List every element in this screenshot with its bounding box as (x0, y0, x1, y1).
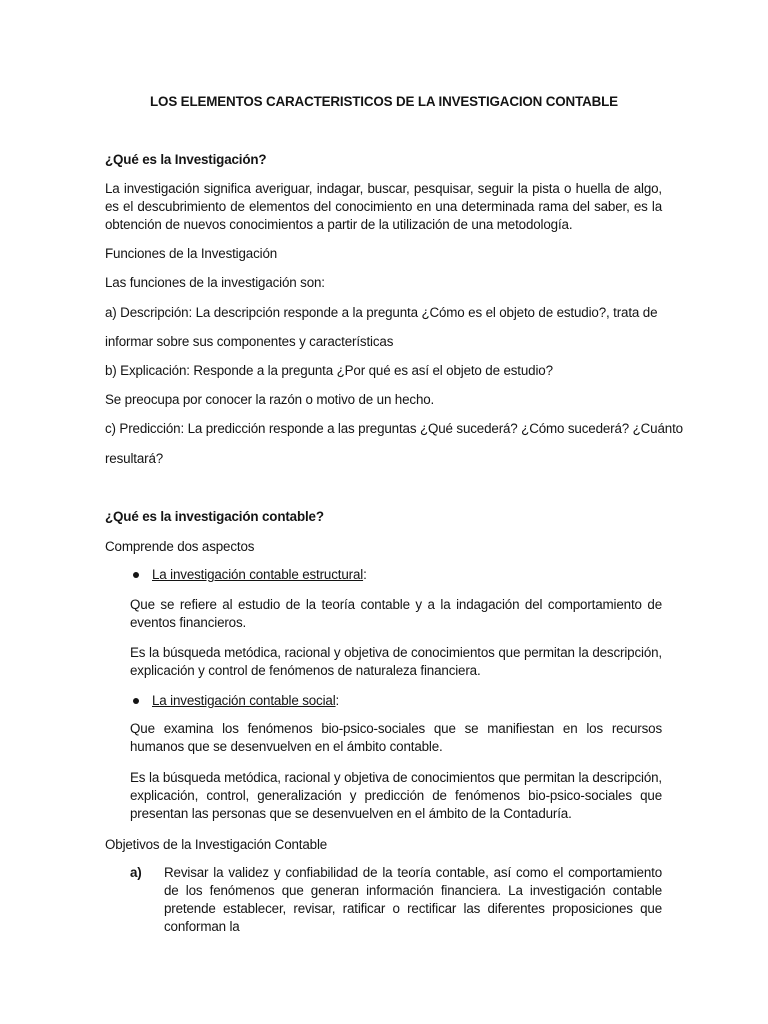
funcion-b-line2: Se preocupa por conocer la razón o motivo de un hecho. (105, 392, 435, 407)
objetivo-a-marker: a) (130, 865, 142, 880)
objetivo-a-text: Revisar la validez y confiabilidad de la teoría contable, así como el comportamiento de los fenómenos que generan información financiera. La investigación contable pretende establecer, revisar, ratificar o rectificar las diferentes proposiciones que conforman la (164, 865, 662, 934)
aspecto-social-title: La investigación contable social (152, 693, 336, 708)
estructural-paragraph-2: Es la búsqueda metódica, racional y objetiva de conocimientos que permitan la descripción, explicación y control de fenómenos de naturaleza financiera. (130, 645, 662, 678)
bullet-icon (133, 572, 139, 578)
heading-objetivos: Objetivos de la Investigación Contable (105, 837, 328, 852)
document-title: LOS ELEMENTOS CARACTERISTICOS DE LA INVESTIGACION CONTABLE (150, 94, 618, 109)
aspecto-social-label (152, 692, 339, 710)
funcion-a-line1: a) Descripción: La descripción responde a la pregunta ¿Cómo es el objeto de estudio?, trata de (105, 305, 658, 320)
aspecto-estructural-title: La investigación contable estructural (152, 567, 364, 582)
aspecto-social-colon: : (335, 693, 340, 708)
funcion-c-line1: c) Predicción: La predicción responde a las preguntas ¿Qué sucederá? ¿Cómo sucederá? ¿Cuánto (105, 421, 683, 436)
funciones-intro: Las funciones de la investigación son: (105, 275, 325, 290)
bullet-icon (133, 698, 139, 704)
funcion-a-line2: informar sobre sus componentes y características (105, 334, 394, 349)
comprende-aspectos: Comprende dos aspectos (105, 539, 255, 554)
definition-paragraph: La investigación significa averiguar, indagar, buscar, pesquisar, seguir la pista o huella de algo, es el descubrimiento de elementos del conocimiento en una determinada rama del saber, es la obtención de nuevos conocimientos a partir de la utilización de una metodología. (105, 181, 662, 232)
funcion-c-line2: resultará? (105, 451, 164, 466)
aspecto-estructural-label (152, 566, 367, 584)
social-paragraph-1: Que examina los fenómenos bio-psico-sociales que se manifiestan en los recursos humanos que se desenvuelven en el ámbito contable. (130, 721, 662, 754)
funcion-b-line1: b) Explicación: Responde a la pregunta ¿Por qué es así el objeto de estudio? (105, 363, 553, 378)
heading-investigacion-contable: ¿Qué es la investigación contable? (105, 509, 324, 524)
heading-que-es-investigacion: ¿Qué es la Investigación? (105, 152, 267, 167)
estructural-paragraph-1: Que se refiere al estudio de la teoría contable y a la indagación del comportamiento de eventos financieros. (130, 597, 662, 630)
social-paragraph-2: Es la búsqueda metódica, racional y objetiva de conocimientos que permitan la descripción, explicación, control, generalización y predicción de fenómenos bio-psico-sociales que presentan las personas que se desenvuelven en el ámbito de la Contaduría. (130, 770, 662, 821)
heading-funciones: Funciones de la Investigación (105, 246, 278, 261)
aspecto-estructural-colon: : (363, 567, 367, 582)
